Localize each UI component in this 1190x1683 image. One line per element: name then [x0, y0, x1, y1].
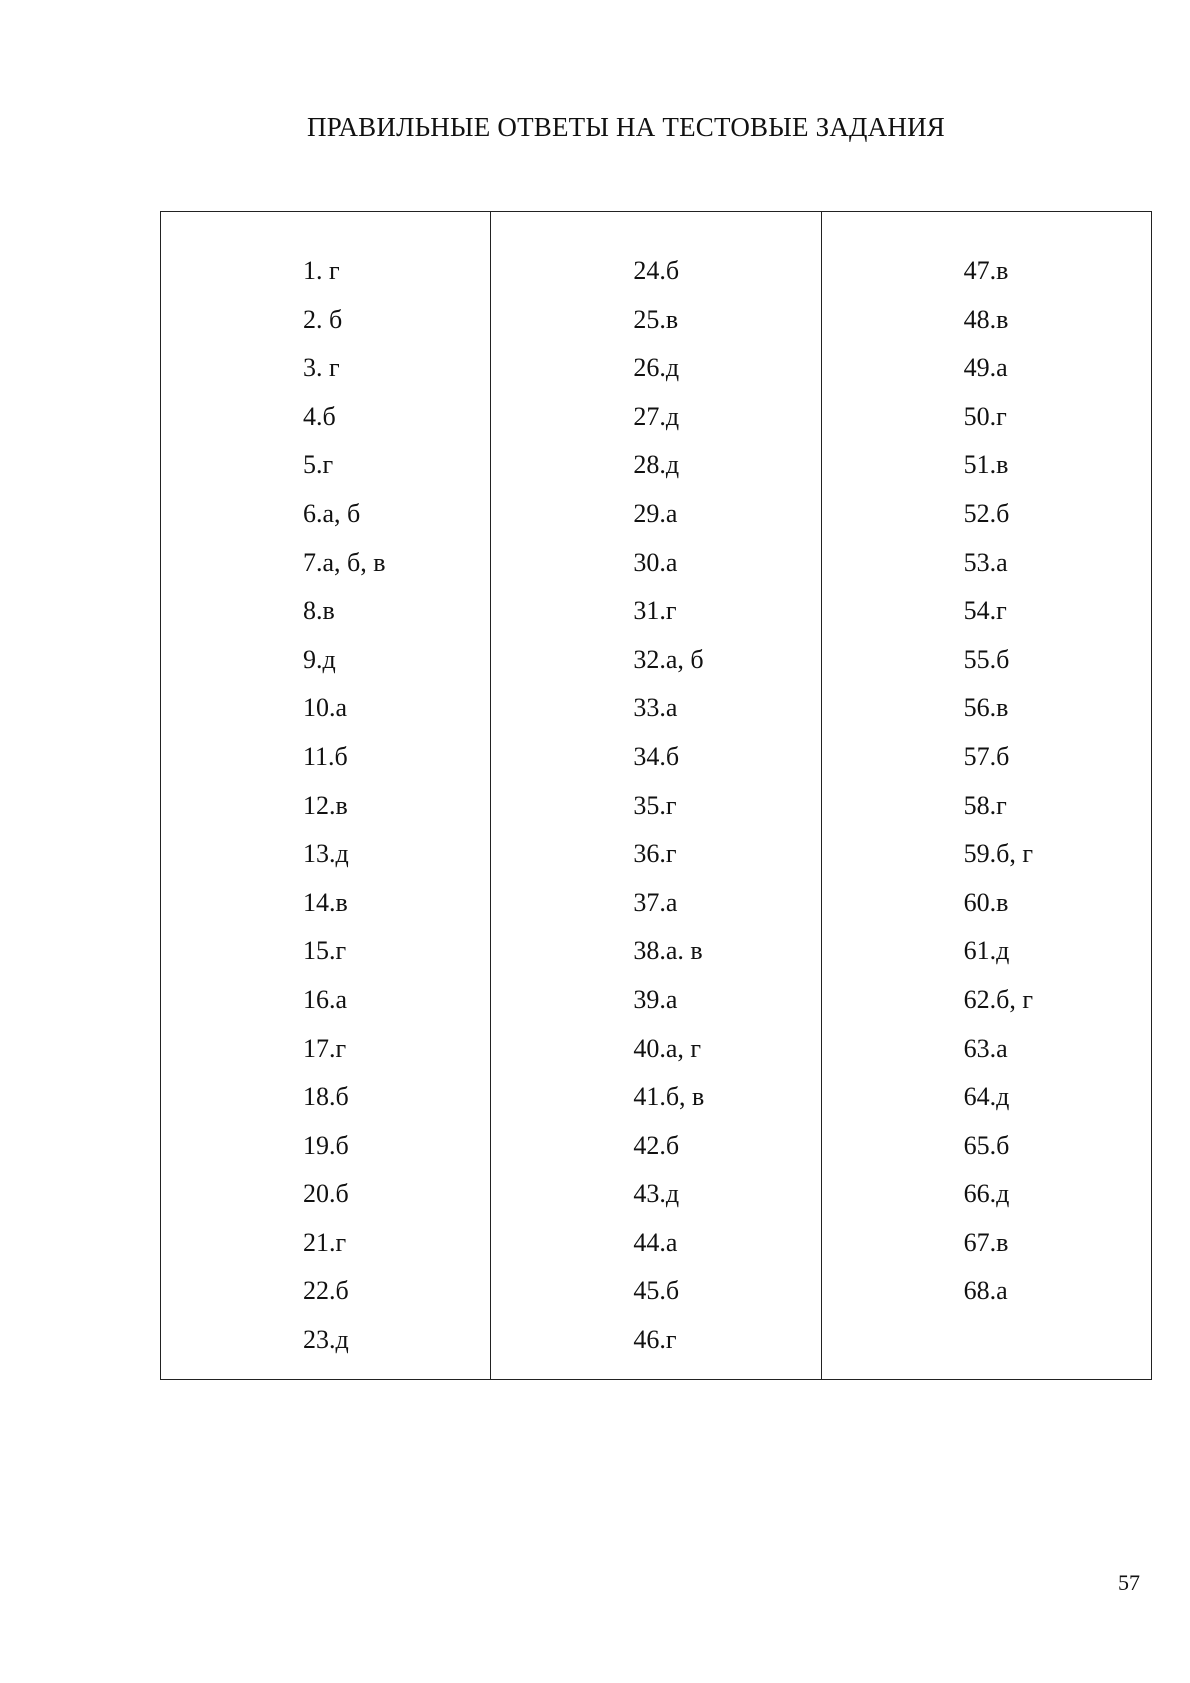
answer-item: 4.б [303, 401, 336, 431]
answer-item: 68.а [963, 1276, 1008, 1306]
answer-item: 61.д [963, 936, 1010, 966]
answer-item: 40.а, г [633, 1033, 702, 1063]
page-number: 57 [1118, 1570, 1140, 1595]
answers-list [633, 256, 704, 1374]
answer-item: 65.б [963, 1130, 1010, 1160]
answer-item: 20.б [303, 1179, 349, 1209]
answer-item: 38.а. в [633, 936, 703, 966]
answer-item: 49.а [963, 353, 1008, 383]
answer-item: 58.г [963, 790, 1007, 820]
answer-item: 39.а [633, 984, 678, 1014]
answer-item: 46.г [633, 1325, 677, 1355]
answers-list [303, 256, 386, 1374]
answer-item: 11.б [303, 741, 348, 771]
answer-item: 55.б [963, 644, 1010, 674]
answer-item: 34.б [633, 741, 680, 771]
answer-item: 7.а, б, в [303, 547, 386, 577]
answer-item: 54.г [963, 596, 1007, 626]
answer-item: 27.д [633, 401, 680, 431]
answer-item: 5.г [303, 450, 334, 480]
answers-list [964, 256, 1033, 1325]
answer-item: 9.д [303, 644, 336, 674]
answer-item: 17.г [303, 1033, 347, 1063]
answer-item: 47.в [963, 256, 1009, 285]
answer-item: 31.г [633, 596, 677, 626]
answer-item: 1. г [303, 256, 340, 285]
answer-item: 63.а [963, 1033, 1008, 1063]
answer-item: 48.в [963, 304, 1009, 334]
answer-item: 21.г [303, 1227, 347, 1257]
answer-item: 50.г [963, 401, 1007, 431]
answer-item: 2. б [303, 304, 343, 334]
answers-table [160, 211, 1152, 1380]
answer-item: 59.б, г [963, 839, 1034, 869]
answer-item: 10.а [303, 693, 348, 723]
answer-item: 29.а [633, 498, 678, 528]
answers-column-2 [491, 212, 821, 1379]
answer-item: 12.в [303, 790, 348, 820]
answer-item: 64.д [963, 1082, 1010, 1112]
answer-item: 51.в [963, 450, 1009, 480]
answer-item: 22.б [303, 1276, 349, 1306]
answer-item: 28.д [633, 450, 680, 480]
answer-item: 13.д [303, 839, 349, 869]
answers-column-1 [161, 212, 491, 1379]
answer-item: 52.б [963, 498, 1010, 528]
page-title: ПРАВИЛЬНЫЕ ОТВЕТЫ НА ТЕСТОВЫЕ ЗАДАНИЯ [307, 112, 945, 142]
answer-item: 35.г [633, 790, 677, 820]
answer-item: 18.б [303, 1082, 349, 1112]
answer-item: 19.б [303, 1130, 349, 1160]
answer-item: 14.в [303, 887, 348, 917]
answer-item: 44.а [633, 1227, 678, 1257]
answer-item: 42.б [633, 1130, 680, 1160]
answer-item: 16.а [303, 984, 348, 1014]
answer-item: 6.а, б [303, 498, 361, 528]
answer-item: 41.б, в [633, 1082, 705, 1112]
answer-item: 30.а [633, 547, 678, 577]
answer-item: 56.в [963, 693, 1009, 723]
answer-item: 60.в [963, 887, 1009, 917]
answer-item: 37.а [633, 887, 678, 917]
answer-item: 53.а [963, 547, 1008, 577]
answer-item: 8.в [303, 596, 335, 626]
answer-item: 23.д [303, 1325, 349, 1355]
answer-item: 67.в [963, 1227, 1009, 1257]
answer-item: 24.б [633, 256, 680, 285]
answer-item: 32.а, б [633, 644, 704, 674]
answer-item: 57.б [963, 741, 1010, 771]
answer-item: 45.б [633, 1276, 680, 1306]
answer-item: 25.в [633, 304, 679, 334]
answer-item: 66.д [963, 1179, 1010, 1209]
answer-item: 33.а [633, 693, 678, 723]
answers-column-3 [822, 212, 1151, 1379]
answer-item: 43.д [633, 1179, 680, 1209]
answer-item: 62.б, г [963, 984, 1034, 1014]
answer-item: 36.г [633, 839, 677, 869]
answer-item: 3. г [303, 353, 340, 383]
answer-item: 15.г [303, 936, 347, 966]
answer-item: 26.д [633, 353, 680, 383]
